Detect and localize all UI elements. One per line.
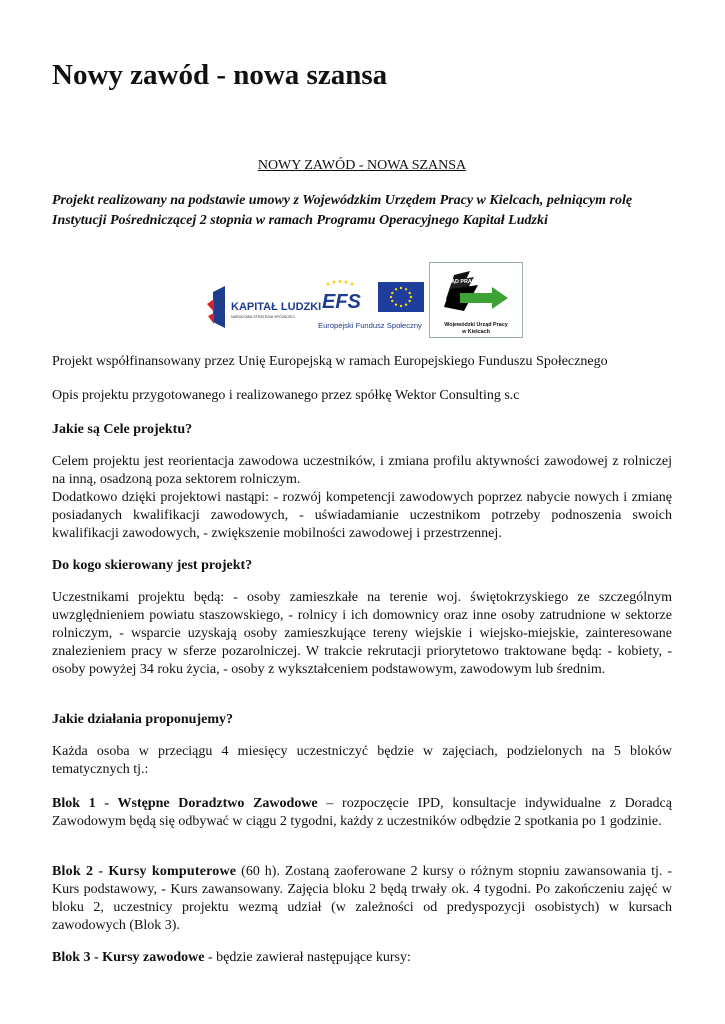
- block-2-title: Blok 2 - Kursy komputerowe: [52, 864, 237, 879]
- efs-mark: EFS: [322, 291, 361, 313]
- urzad-pracy-logo: [429, 262, 523, 338]
- block-2-paragraph: [52, 863, 672, 935]
- efs-logo: [318, 278, 428, 334]
- urzad-pracy-emblem-icon: [444, 271, 508, 311]
- block-3-text: - będzie zawierał następujące kursy:: [204, 950, 411, 965]
- urzad-pracy-sign: URZĄD PRACY: [440, 279, 480, 285]
- audience-paragraph: Uczestnikami projektu będą: - osoby zamieszkałe na terenie woj. świętokrzyskiego ze szczególnym uwzględnieniem powiatu staszowskiego, - rolnicy i ich domownicy oraz inne osoby zatrudnione w sektorze rolniczym, - wsparcie uzyskają osoby zamieszkujące tereny wiejskie i wiejsko-miejskie, zainteresowane znalezieniem pracy w sferze pozarolniczej. W trakcie rekrutacji priorytetowo traktowane będą: - kobiety, - osoby powyżej 34 roku życia, - osoby z wykształceniem podstawowym, zawodowym lub średnim.: [52, 590, 672, 677]
- page-title: Nowy zawód - nowa szansa: [52, 59, 388, 91]
- urzad-pracy-caption-2: w Kielcach: [462, 329, 490, 335]
- block-1-title: Blok 1 - Wstępne Doradztwo Zawodowe: [52, 796, 318, 811]
- goals-paragraph-2: Dodatkowo dzięki projektowi nastąpi: - rozwój kompetencji zawodowych poprzez nabycie nowych i zmianę posiadanych kwalifikacji zawodowych, - uświadamianie uczestnikom potrzeby podnoszenia swoich kwalifikacji zawodowych, - zwiększenie mobilności zawodowej i przestrzennej.: [52, 490, 672, 541]
- kapital-ludzki-sub: NARODOWA STRATEGIA SPÓJNOŚCI: [231, 315, 295, 319]
- block-1-text: – rozpoczęcie IPD, konsultacje indywidualne z Doradcą Zawodowym będą się odbywać w ciągu 2 tygodni, każdy z uczestników odbędzie 2 spotkania po 1 godzinie.: [52, 796, 672, 829]
- block-3-paragraph: [52, 949, 672, 967]
- audience-heading: Do kogo skierowany jest projekt?: [52, 558, 253, 573]
- document-subheading: NOWY ZAWÓD - NOWA SZANSA: [257, 158, 467, 173]
- intro-paragraph: Projekt realizowany na podstawie umowy z Wojewódzkim Urzędem Pracy w Kielcach, pełniącym rolę Instytucji Pośredniczącej 2 stopnia w ramach Programu Operacyjnego Kapitał Ludzki: [52, 193, 633, 228]
- goals-paragraph-1: Celem projektu jest reorientacja zawodowa uczestników, i zmiana profilu aktywności zawodowej z rolniczej na inną, osadzoną poza sektorem rolniczym.: [52, 454, 672, 487]
- goals-heading: Jakie są Cele projektu?: [52, 422, 193, 437]
- block-3-title: Blok 3 - Kursy zawodowe: [52, 950, 205, 965]
- urzad-pracy-caption-1: Wojewódzki Urząd Pracy: [444, 322, 508, 328]
- project-description: Opis projektu przygotowanego i realizowanego przez spółkę Wektor Consulting s.c: [52, 388, 520, 403]
- efs-stars-icon: [327, 280, 354, 285]
- block-1-paragraph: [52, 795, 672, 831]
- efs-caption: Europejski Fundusz Społeczny: [318, 321, 422, 330]
- block-2-text: (60 h). Zostaną zaoferowane 2 kursy o różnym stopniu zawansowania tj. - Kurs podstawowy, - Kurs zawansowany. Zajęcia bloku 2 będą trwały ok. 4 tygodni. Po zakończeniu zajęć w bloku 2, uczestnicy projektu wezmą udział (w zależności od predyspozycji osobistych) w kursach zawodowych (Blok 3).: [52, 864, 672, 933]
- activities-paragraph: Każda osoba w przeciągu 4 miesięcy uczestniczyć będzie w zajęciach, podzielonych na 5 bloków tematycznych tj.:: [52, 744, 672, 777]
- kapital-ludzki-name: KAPITAŁ LUDZKI: [231, 301, 322, 313]
- eu-flag-icon: [378, 282, 424, 312]
- activities-heading: Jakie działania proponujemy?: [52, 712, 233, 727]
- funding-logos: [205, 262, 525, 338]
- cofinance-statement: Projekt współfinansowany przez Unię Europejską w ramach Europejskiego Funduszu Społecznego: [52, 354, 608, 369]
- kapital-ludzki-logo: [205, 284, 322, 334]
